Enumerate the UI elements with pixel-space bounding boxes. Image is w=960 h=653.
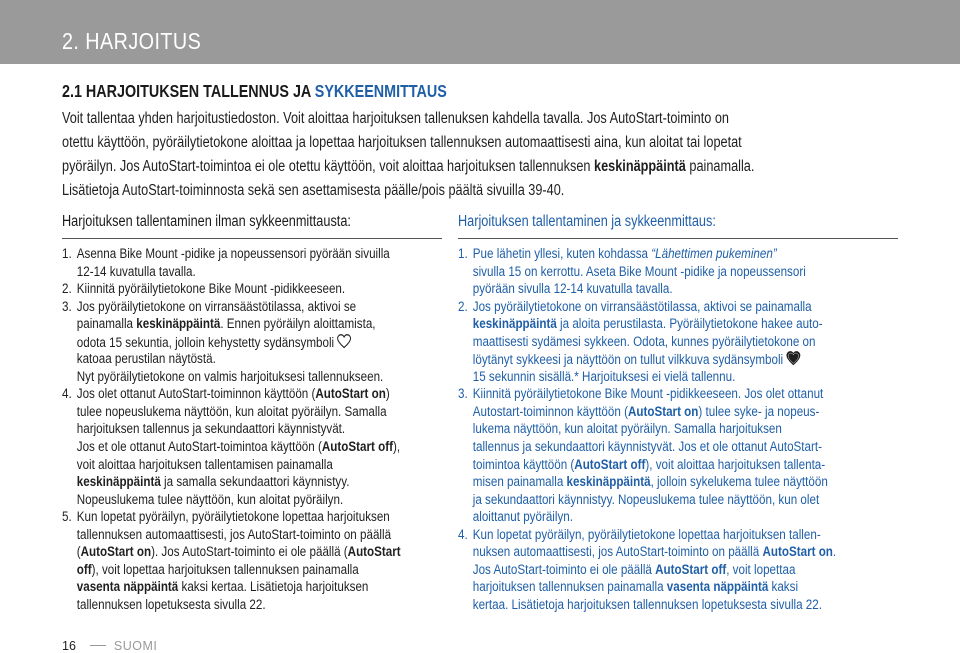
heart-filled-icon — [786, 351, 801, 366]
step-line — [458, 544, 836, 562]
step-bold: off — [76, 561, 92, 578]
step-text: aloittanut pyöräilyn. — [472, 509, 574, 526]
step-text: harjoituksen tallennus ja sekundaattori käynnistyvät. — [76, 421, 346, 438]
step-text: ja sekundaattori käynnistyy. Nopeuslukema tulee näyttöön, kun olet — [472, 491, 820, 508]
step-text: , jolloin sykelukema tulee näyttöön — [650, 474, 828, 491]
step-text: ( — [76, 544, 81, 561]
step-text: Jos pyöräilytietokone on virransäästötilassa, aktivoi se — [76, 298, 357, 315]
step-bold: vasenta näppäintä — [666, 579, 769, 596]
step-text: . Ennen pyöräilyn aloittamista, — [220, 316, 376, 333]
step-line — [62, 509, 401, 527]
step-number: 4. — [458, 526, 468, 543]
step-line — [458, 579, 836, 597]
intro-line: otettu käyttöön, pyöräilytietokone aloittaa ja lopettaa harjoituksen tallennuksen automaattisesti aina, kun aloitat tai lopetat — [62, 134, 742, 151]
step-line — [458, 527, 836, 545]
step-line — [458, 597, 836, 615]
step-number: 1. — [62, 246, 72, 262]
step-line — [458, 562, 836, 580]
step-line — [62, 544, 401, 562]
step-bold: vasenta näppäintä — [76, 579, 179, 596]
step-bold: keskinäppäintä — [566, 474, 651, 491]
step-text: Jos AutoStart-toiminto ei ole päällä — [472, 561, 656, 578]
step-line — [458, 404, 836, 422]
step-text: Jos olet ottanut AutoStart-toiminnon käyttöön ( — [76, 386, 316, 403]
step-number: 2. — [458, 298, 468, 315]
step-text: kaksi kertaa. Lisätietoja harjoituksen — [178, 579, 369, 596]
step-text: Nyt pyöräilytietokone on valmis harjoituksesi tallennukseen. — [76, 368, 384, 385]
step-line — [62, 421, 401, 439]
step-line — [458, 351, 836, 369]
intro-text: pyöräilyn. Jos AutoStart-toimintoa ei ole otettu käyttöön, voit aloittaa harjoituksen tallennuksen — [62, 158, 595, 175]
step-line — [458, 474, 836, 492]
step-text: misen painamalla — [472, 474, 567, 491]
right-column-heading: Harjoituksen tallentaminen ja sykkeenmittaus: — [458, 213, 716, 230]
step-bold: AutoStart on — [762, 544, 833, 561]
right-column-divider — [458, 238, 898, 239]
step-text: 12-14 kuvatulla tavalla. — [76, 263, 196, 280]
intro-line — [62, 155, 754, 179]
section-title-prefix: 2.1 HARJOITUKSEN TALLENNUS JA — [62, 81, 315, 101]
step-line — [62, 246, 401, 264]
intro-paragraph — [62, 107, 754, 203]
step-line — [62, 351, 401, 369]
step-line — [458, 457, 836, 475]
step-text: katoaa perustilan näytöstä. — [76, 351, 216, 368]
step-number: 3. — [62, 298, 72, 315]
step-text: Kiinnitä pyöräilytietokone Bike Mount -pidikkeeseen. Jos olet ottanut — [472, 386, 824, 403]
step-line — [62, 334, 401, 352]
step-text: 15 sekunnin sisällä.* Harjoituksesi ei vielä tallennu. — [472, 368, 736, 385]
step-text: tulee nopeuslukema näyttöön, kun aloitat pyöräilyn. Samalla — [76, 403, 387, 420]
step-text: Jos et ole ottanut AutoStart-toimintoa käyttöön ( — [76, 439, 322, 456]
step-text: Pue lähetin yllesi, kuten kohdassa — [472, 246, 652, 262]
page-number: 16 — [62, 639, 76, 653]
heart-outline-icon — [337, 334, 352, 349]
step-line — [458, 421, 836, 439]
step-text: ) tulee syke- ja nopeus- — [698, 403, 820, 420]
step-text: Kun lopetat pyöräilyn, pyöräilytietokone lopettaa harjoituksen tallen- — [472, 526, 821, 543]
left-column-heading: Harjoituksen tallentaminen ilman sykkeenmittausta: — [62, 213, 351, 230]
step-line — [62, 474, 401, 492]
step-text: odota 15 sekuntia, jolloin kehystetty sydänsymboli — [76, 334, 335, 351]
section-title-highlight: SYKKEENMITTAUS — [314, 81, 447, 101]
step-number: 5. — [62, 509, 72, 526]
step-line — [458, 264, 836, 282]
step-bold: AutoStart off — [655, 561, 727, 578]
step-number: 4. — [62, 386, 72, 403]
step-text: ja aloita perustilasta. Pyöräilytietokone hakee auto- — [556, 316, 823, 333]
step-bold: AutoStart — [347, 544, 401, 561]
step-line — [62, 386, 401, 404]
step-text: maattisesti sydämesi sykkeen. Odota, kunnes pyöräilytietokone on — [472, 333, 816, 350]
step-text: Autostart-toiminnon käyttöön ( — [472, 403, 628, 420]
step-line — [62, 492, 401, 510]
step-text: painamalla — [76, 316, 137, 333]
step-text: tallennus ja sekundaattori käynnistyvät. Jos et ole ottanut AutoStart- — [472, 439, 822, 456]
step-text: , voit lopettaa — [726, 561, 796, 578]
intro-bold: keskinäppäintä — [594, 158, 686, 175]
step-text: ja samalla sekundaattori käynnistyy. — [160, 474, 350, 491]
page-footer — [62, 639, 157, 653]
step-text: Kun lopetat pyöräilyn, pyöräilytietokone lopettaa harjoituksen — [76, 509, 390, 526]
step-text: ), voit aloittaa harjoituksen tallenta- — [645, 456, 826, 473]
step-text: ), voit lopettaa harjoituksen tallennuksen painamalla — [91, 561, 359, 578]
step-bold: AutoStart on — [80, 544, 152, 561]
step-line — [458, 246, 836, 264]
step-line — [62, 369, 401, 387]
step-bold: AutoStart off — [321, 439, 393, 456]
step-text: . — [832, 544, 837, 561]
step-text: pyörään sivulla 12-14 kuvatulla tavalla. — [472, 281, 673, 298]
footer-dash — [90, 645, 106, 646]
step-number: 1. — [458, 246, 468, 262]
step-text: kertaa. Lisätietoja harjoituksen tallennuksen lopetuksesta sivulla 22. — [472, 596, 822, 613]
step-line — [62, 597, 401, 615]
step-line — [458, 299, 836, 317]
step-line — [458, 281, 836, 299]
intro-line: Voit tallentaa yhden harjoitustiedoston. Voit aloittaa harjoituksen tallenuksen kahdella tavalla. Jos AutoStart-toiminto on — [62, 110, 729, 127]
step-bold: keskinäppäintä — [472, 316, 557, 333]
step-text: ), — [392, 439, 401, 456]
step-text: löytänyt sykkeesi ja näyttöön on tullut vilkkuva sydänsymboli — [472, 352, 784, 369]
step-line — [458, 509, 836, 527]
chapter-banner — [0, 0, 960, 64]
step-text: toimintoa käyttöön ( — [472, 456, 575, 473]
step-bold: AutoStart on — [315, 386, 386, 403]
step-line — [458, 334, 836, 352]
step-number: 3. — [458, 386, 468, 403]
step-line — [62, 264, 401, 282]
section-title — [62, 81, 447, 102]
step-bold: keskinäppäintä — [136, 316, 221, 333]
step-line — [62, 527, 401, 545]
step-line — [62, 562, 401, 580]
step-text: ) — [385, 386, 390, 403]
intro-text: painamalla. — [685, 158, 755, 175]
step-line — [458, 386, 836, 404]
step-italic: “Lähettimen pukeminen” — [651, 246, 777, 262]
step-text: tallennuksen automaattisesti, jos AutoStart-toiminto on päällä — [76, 526, 392, 543]
step-text: ). Jos AutoStart-toiminto ei ole päällä ( — [151, 544, 348, 561]
step-line — [62, 404, 401, 422]
left-column-divider — [62, 238, 442, 239]
step-text: nuksen automaattisesti, jos AutoStart-toiminto on päällä — [472, 544, 763, 561]
step-line — [458, 316, 836, 334]
step-line — [62, 316, 401, 334]
step-text: sivulla 15 on kerrottu. Aseta Bike Mount -pidike ja nopeussensori — [472, 263, 806, 280]
step-number: 2. — [62, 281, 72, 298]
step-line — [62, 579, 401, 597]
step-line — [62, 281, 401, 299]
step-bold: AutoStart off — [574, 456, 646, 473]
step-text: harjoituksen tallennuksen painamalla — [472, 579, 667, 596]
intro-line: Lisätietoja AutoStart-toiminnosta sekä sen asettamisesta päälle/pois päältä sivuilla 39-40. — [62, 182, 565, 199]
chapter-title: 2. HARJOITUS — [62, 28, 202, 54]
step-text: Nopeuslukema tulee näyttöön, kun aloitat pyöräilyn. — [76, 491, 344, 508]
step-text: lukema näyttöön, kun aloitat pyöräilyn. Samalla harjoituksen — [472, 421, 782, 438]
right-column-steps — [458, 246, 836, 614]
step-line — [458, 492, 836, 510]
step-line — [62, 439, 401, 457]
step-line — [458, 439, 836, 457]
step-line — [458, 369, 836, 387]
left-column-steps — [62, 246, 401, 614]
step-text: Asenna Bike Mount -pidike ja nopeussensori pyörään sivuilla — [76, 246, 390, 262]
step-line — [62, 457, 401, 475]
step-text: kaksi — [768, 579, 799, 596]
step-bold: AutoStart on — [627, 403, 699, 420]
step-text: Kiinnitä pyöräilytietokone Bike Mount -pidikkeeseen. — [76, 281, 346, 298]
step-text: Jos pyöräilytietokone on virransäästötilassa, aktivoi se painamalla — [472, 298, 812, 315]
footer-language: SUOMI — [113, 639, 158, 653]
step-text: tallennuksen lopetuksesta sivulla 22. — [76, 596, 266, 613]
step-text: voit aloittaa harjoituksen tallentamisen painamalla — [76, 456, 333, 473]
step-line — [62, 299, 401, 317]
step-bold: keskinäppäintä — [76, 474, 161, 491]
